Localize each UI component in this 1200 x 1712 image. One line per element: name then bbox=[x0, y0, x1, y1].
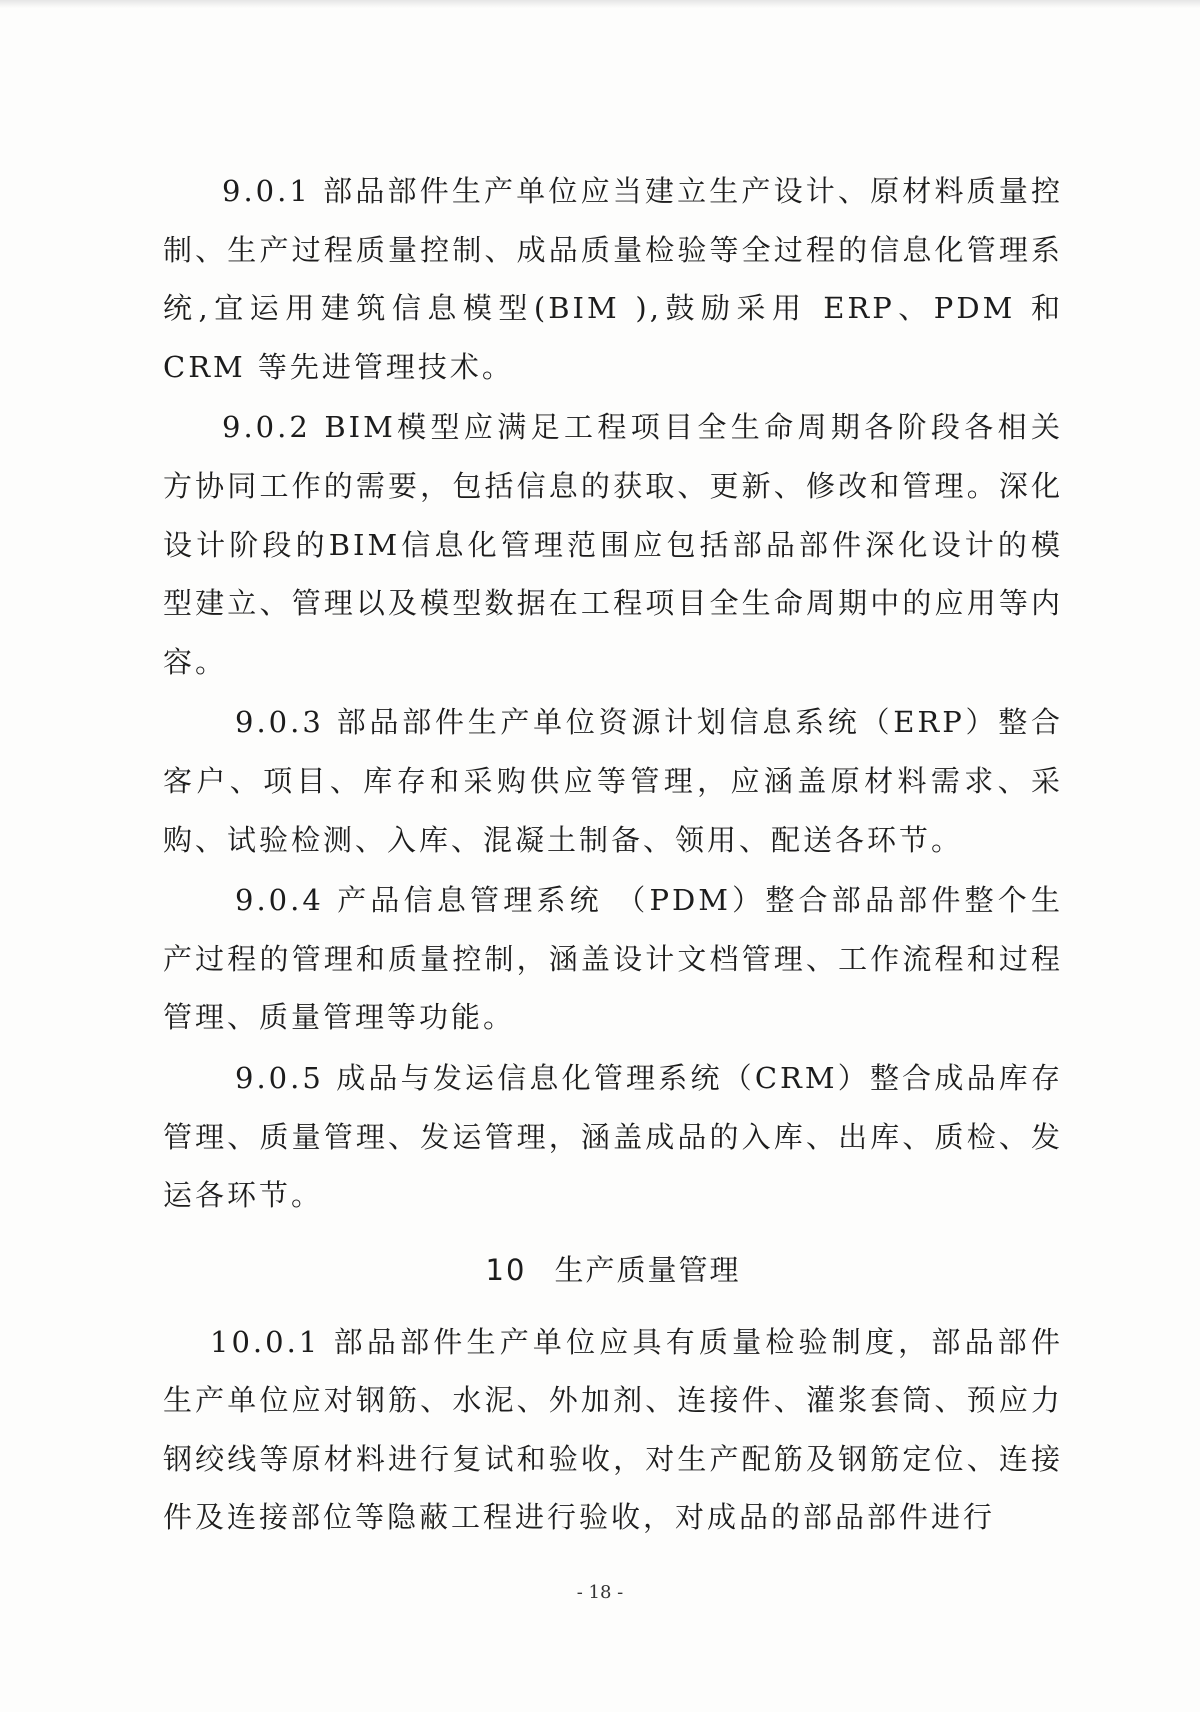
paragraph-9-0-4: 9.0.4 产品信息管理系统 （PDM）整合部品部件整个生产过程的管理和质量控制，涵盖设计文档管理、工作流程和过程管理、质量管理等功能。 bbox=[163, 883, 1063, 1035]
paragraph-9-0-2: 9.0.2 BIM模型应满足工程项目全生命周期各阶段各相关方协同工作的需要，包括信息的获取、更新、修改和管理。深化设计阶段的BIM信息化管理范围应包括部品部件深化设计的模型建立、管理以及模型数据在工程项目全生命周期中的应用等内容。 bbox=[163, 410, 1063, 679]
document-body bbox=[163, 162, 1063, 1549]
page-number: - 18 - bbox=[576, 1582, 624, 1603]
paragraph-9-0-3: 9.0.3 部品部件生产单位资源计划信息系统（ERP）整合客户、项目、库存和采购供应等管理，应涵盖原材料需求、采购、试验检测、入库、混凝土制备、领用、配送各环节。 bbox=[163, 705, 1063, 857]
paragraph-9-0-1: 9.0.1 部品部件生产单位应当建立生产设计、原材料质量控制、生产过程质量控制、成品质量检验等全过程的信息化管理系统,宜运用建筑信息模型(BIM ),鼓励采用 ERP、PDM 和 CRM 等先进管理技术。 bbox=[163, 174, 1063, 384]
paragraph-9-0-5: 9.0.5 成品与发运信息化管理系统（CRM）整合成品库存管理、质量管理、发运管理，涵盖成品的入库、出库、质检、发运各环节。 bbox=[163, 1060, 1063, 1213]
section-title: 生产质量管理 bbox=[554, 1252, 741, 1287]
paragraph-10-0-1: 10.0.1 部品部件生产单位应具有质量检验制度，部品部件生产单位应对钢筋、水泥、外加剂、连接件、灌浆套筒、预应力钢绞线等原材料进行复试和验收，对生产配筋及钢筋定位、连接件及连接部位等隐蔽工程进行验收，对成品的部品部件进行 bbox=[163, 1324, 1063, 1535]
section-heading bbox=[163, 1227, 1063, 1313]
section-number: 10 bbox=[485, 1252, 527, 1287]
scan-edge-shadow bbox=[0, 0, 1200, 8]
